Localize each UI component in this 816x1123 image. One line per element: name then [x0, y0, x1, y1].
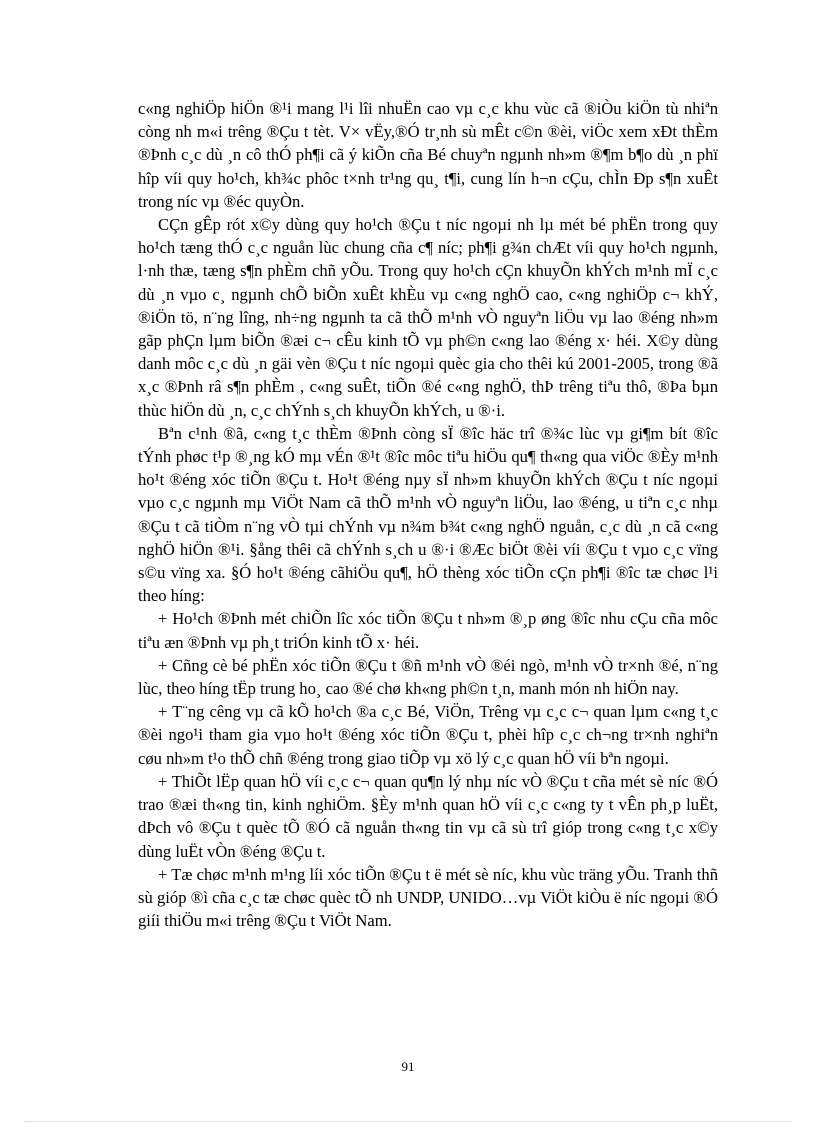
bullet-paragraph: + ThiÕt lËp quan hÖ víi c¸c c¬ quan qu¶n lý nhµ níc vÒ ®Çu t cña mét sè níc ®Ó trao ®æi th«ng tin, kinh nghiÖm. §Èy m¹nh quan hÖ víi c¸c c«ng ty t vÊn ph¸p luËt, dÞch vô ®Çu t quèc tÕ ®Ó cã nguån th«ng tin vµ cã sù trî gióp trong c«ng t¸c x©y dùng luËt vÒn ®éng ®Çu t. [138, 771, 718, 861]
paragraph: Bªn c¹nh ®ã, c«ng t¸c thÈm ®Þnh còng sÏ ®îc häc trî ®¾c lùc vµ gi¶m bít ®îc tÝnh phøc t¹p ®¸ng kÓ mµ vÉn ®¹t ®îc môc tiªu hiÖu qu¶ th«ng qua viÖc ®Èy m¹nh ho¹t ®éng xóc tiÕn ®Çu t. Ho¹t ®éng nµy sÏ nh»m khuyÕn khÝch ®Çu t níc ngoµi vµo c¸c ngµnh mµ ViÖt Nam cã thÕ m¹nh vÒ nguyªn liÖu, lao ®éng, u tiªn c¸c nhµ ®Çu t cã tiÒm n¨ng vÒ tµi chÝnh vµ n¾m b¾t c«ng nghÖ nguån, c¸c dù ¸n cã c«ng nghÖ hiÖn ®¹i. §ång thêi cã chÝnh s¸ch u ®·i ®Æc biÖt ®èi víi ®Çu t vµo c¸c vïng s©u vïng xa. §Ó ho¹t ®éng cãhiÖu qu¶, hÖ thèng xóc tiÕn cÇn ph¶i ®îc tæ chøc l¹i theo híng: [138, 423, 718, 606]
bullet-paragraph: + Cñng cè bé phËn xóc tiÕn ®Çu t ®ñ m¹nh vÒ ®éi ngò, m¹nh vÒ tr×nh ®é, n¨ng lùc, theo híng tËp trung ho¸ cao ®é chø kh«ng ph©n t¸n, manh món nh hiÖn nay. [138, 655, 718, 699]
body-text [138, 97, 718, 932]
bullet-paragraph: + T¨ng cêng vµ cã kÕ ho¹ch ®a c¸c Bé, ViÖn, Trêng vµ c¸c c¬ quan lµm c«ng t¸c ®èi ngo¹i tham gia vµo ho¹t ®éng xóc tiÕn ®Çu t, phèi hîp c¸c ch¬ng tr×nh nghiªn cøu nh»m t¹o thÕ chñ ®éng trong giao tiÕp vµ xö lý c¸c quan hÖ víi bªn ngoµi. [138, 702, 718, 768]
paragraph: CÇn gÊp rót x©y dùng quy ho¹ch ®Çu t níc ngoµi nh lµ mét bé phËn trong quy ho¹ch tæng thÓ c¸c nguån lùc chung cña c¶ níc; ph¶i g¾n chÆt víi quy ho¹ch ngµnh, l·nh thæ, tæng s¶n phÈm chñ yÕu. Trong quy ho¹ch cÇn khuyÕn khÝch m¹nh mÏ c¸c dù ¸n vµo c¸ ngµnh chÕ biÕn xuÊt khÈu vµ c«ng nghÖ cao, c«ng nghiÖp c¬ khÝ, ®iÖn tö, n¨ng lîng, nh÷ng ngµnh ta cã thÕ m¹nh vÒ nguyªn liÖu vµ lao ®éng nh»m gãp phÇn lµm biÕn ®æi c¬ cÊu kinh tÕ vµ ph©n c«ng lao ®éng x· héi. X©y dùng danh môc c¸c dù ¸n gäi vèn ®Çu t níc ngoµi quèc gia cho thêi kú 2001-2005, trong ®ã x¸c ®Þnh râ s¶n phÈm , c«ng suÊt, tiÕn ®é c«ng nghÖ, thÞ trêng tiªu thô, ®Þa bµn thùc hiÖn dù ¸n, c¸c chÝnh s¸ch khuyÕn khÝch, u ®·i. [138, 215, 718, 420]
page-border-divider [24, 1121, 792, 1122]
bullet-paragraph: + Ho¹ch ®Þnh mét chiÕn lîc xóc tiÕn ®Çu t nh»m ®¸p øng ®îc nhu cÇu cña môc tiªu æn ®Þnh vµ ph¸t triÓn kinh tÕ x· héi. [138, 609, 718, 652]
bullet-paragraph: + Tæ chøc m¹nh m¹ng líi xóc tiÕn ®Çu t ë mét sè níc, khu vùc träng yÕu. Tranh thñ sù gióp ®ì cña c¸c tæ chøc quèc tÕ nh UNDP, UNIDO…vµ ViÖt kiÒu ë níc ngoµi ®Ó giíi thiÖu m«i trêng ®Çu t ViÖt Nam. [138, 864, 718, 931]
paragraph: c«ng nghiÖp hiÖn ®¹i mang l¹i lîi nhuËn cao vµ c¸c khu vùc cã ®iÒu kiÖn tù nhiªn còng nh m«i trêng ®Çu t tèt. V× vËy,®Ó tr¸nh sù mÊt c©n ®èi, viÖc xem xÐt thÈm ®Þnh c¸c dù ¸n cô thÓ ph¶i cã ý kiÕn cña Bé chuyªn ngµnh nh»m ®¶m b¶o dù ¸n phï hîp víi quy ho¹ch, kh¾c phôc t×nh tr¹ng qu¸ t¶i, cung lín h¬n cÇu, chÌn Ðp s¶n xuÊt trong níc vµ ®éc quyÒn. [138, 99, 718, 211]
page-number: 91 [401, 1059, 415, 1074]
